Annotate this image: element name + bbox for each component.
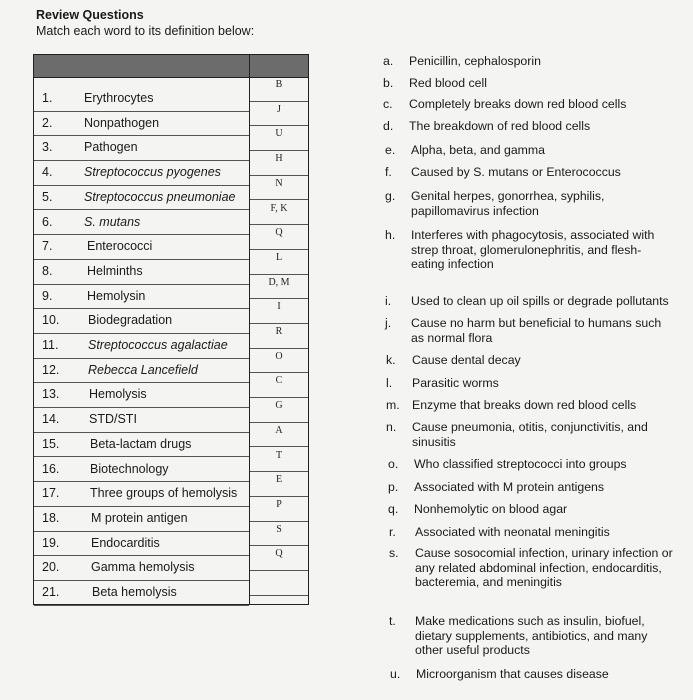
definition-text: Alpha, beta, and gamma	[411, 143, 545, 157]
term-label: Gamma hemolysis	[91, 560, 195, 575]
definition-letter: m.	[386, 398, 400, 412]
answer-cell[interactable]	[250, 546, 308, 571]
table-row	[34, 532, 249, 557]
definition-letter: p.	[388, 480, 399, 494]
definition-text: The breakdown of red blood cells	[409, 119, 591, 133]
term-number: 7.	[42, 239, 53, 254]
answer-text: L	[275, 251, 283, 263]
answer-cell[interactable]	[250, 571, 308, 596]
answer-cell[interactable]	[250, 176, 308, 201]
table-row	[34, 309, 249, 334]
term-label: Streptococcus pneumoniae	[84, 189, 236, 204]
answer-text: B	[275, 79, 283, 90]
term-number: 9.	[42, 288, 53, 303]
definition-letter: h.	[385, 228, 396, 242]
table-row	[34, 87, 249, 112]
definition-text: Used to clean up oil spills or degrade pollutants	[411, 294, 669, 308]
table-row	[34, 186, 249, 211]
term-label: Rebecca Lancefield	[88, 362, 198, 377]
table-row	[34, 161, 249, 186]
term-number: 1.	[42, 91, 53, 105]
definition-letter: e.	[385, 143, 396, 157]
table-row	[34, 359, 249, 384]
definition-letter: g.	[385, 189, 396, 203]
term-label: Enterococci	[87, 239, 153, 254]
table-row	[34, 458, 249, 483]
term-number: 21.	[42, 585, 60, 599]
term-number: 15.	[42, 436, 60, 451]
answer-cell[interactable]	[250, 151, 308, 176]
answer-text: F, K	[270, 202, 288, 214]
page-title: Review Questions	[36, 8, 144, 22]
answer-text: S	[276, 523, 282, 535]
term-label: Beta hemolysis	[92, 585, 177, 599]
table-row	[34, 433, 249, 458]
definition-text: Cause dental decay	[412, 353, 521, 367]
definition-letter: i.	[385, 294, 392, 308]
answer-text: A	[275, 424, 283, 436]
term-label: Hemolysis	[89, 387, 147, 402]
answer-cell[interactable]	[250, 77, 308, 102]
answer-text: N	[275, 177, 283, 189]
definition-letter: a.	[383, 54, 394, 68]
term-label: Hemolysin	[87, 288, 146, 303]
term-number: 11.	[42, 338, 59, 352]
table-row	[34, 383, 249, 408]
definition-letter: b.	[383, 76, 394, 90]
table-header	[34, 55, 308, 78]
term-number: 17.	[42, 486, 60, 501]
definition-letter: q.	[388, 502, 399, 516]
term-label: Helminths	[87, 263, 143, 278]
instructions: Match each word to its definition below:	[36, 24, 255, 38]
table-row	[34, 408, 249, 433]
answer-text: H	[275, 153, 283, 165]
definition-letter: f.	[385, 165, 392, 179]
definition-text: Associated with M protein antigens	[414, 480, 605, 494]
table-row	[34, 136, 249, 161]
table-row	[34, 556, 249, 581]
table-row	[34, 334, 249, 359]
answer-cell[interactable]	[250, 102, 308, 127]
table-row	[34, 285, 249, 310]
definition-text: Cause sosocomial infection, urinary infection or any related abdominal infection, endocarditis, bacteremia, and meningitis	[415, 546, 673, 590]
definition-letter: l.	[386, 376, 393, 390]
table-row	[34, 112, 249, 137]
definition-text: Caused by S. mutans or Enterococcus	[411, 165, 621, 179]
term-number: 2.	[42, 115, 53, 130]
term-number: 16.	[42, 461, 60, 476]
answer-text: U	[275, 128, 283, 140]
term-label: M protein antigen	[91, 510, 188, 525]
definition-text: Make medications such as insulin, biofuel, dietary supplements, antibiotics, and many other useful products	[415, 614, 648, 658]
answer-cell[interactable]	[250, 497, 308, 522]
answer-cell[interactable]	[250, 522, 308, 547]
answer-text: Q	[275, 227, 283, 239]
term-number: 8.	[42, 263, 53, 278]
answer-cell[interactable]	[250, 398, 308, 423]
definition-text: Penicillin, cephalosporin	[409, 54, 541, 68]
answer-text: D, M	[268, 276, 290, 288]
answer-text: Q	[275, 548, 283, 560]
answer-cell[interactable]	[250, 250, 308, 275]
answer-text: E	[275, 474, 283, 486]
answer-text: O	[275, 350, 283, 362]
definition-text: Who classified streptococci into groups	[414, 457, 627, 471]
answer-cell[interactable]	[250, 201, 308, 226]
term-label: Streptococcus agalactiae	[88, 338, 228, 352]
term-number: 4.	[42, 165, 53, 180]
table-row	[34, 507, 249, 532]
term-label: Biodegradation	[88, 313, 173, 328]
definition-letter: u.	[390, 667, 401, 681]
definition-letter: k.	[386, 353, 396, 367]
term-label: Biotechnology	[90, 461, 169, 476]
term-label: Endocarditis	[91, 535, 160, 550]
term-number: 5.	[42, 189, 53, 204]
table-row	[34, 482, 249, 507]
table-row	[34, 235, 249, 260]
definition-letter: o.	[388, 457, 399, 471]
answer-text: J	[277, 103, 281, 115]
definition-text: Interferes with phagocytosis, associated with strep throat, glomerulonephritis, and flesh-eating infection	[411, 228, 655, 272]
term-label: S. mutans	[84, 214, 141, 229]
definition-letter: c.	[383, 97, 393, 111]
answer-text: P	[276, 498, 282, 510]
definition-letter: s.	[389, 546, 399, 560]
definition-text: Associated with neonatal meningitis	[415, 525, 610, 539]
term-number: 10.	[42, 313, 60, 328]
term-number: 6.	[42, 214, 53, 229]
definition-text: Red blood cell	[409, 76, 487, 90]
table-row	[34, 581, 249, 606]
term-number: 12.	[42, 362, 60, 377]
answer-cell[interactable]	[250, 324, 308, 349]
term-label: Streptococcus pyogenes	[84, 165, 221, 180]
definition-text: Completely breaks down red blood cells	[409, 97, 627, 111]
definition-letter: t.	[389, 614, 396, 628]
answer-text: R	[275, 326, 283, 337]
term-label: Erythrocytes	[84, 91, 154, 105]
table-row	[34, 211, 249, 236]
table-row	[34, 260, 249, 285]
term-label: Pathogen	[84, 140, 138, 155]
answer-text: C	[275, 375, 283, 387]
term-label: STD/STI	[89, 412, 137, 427]
definition-letter: j.	[385, 316, 392, 330]
answer-cell[interactable]	[250, 423, 308, 448]
definition-text: Cause pneumonia, otitis, conjunctivitis, and sinusitis	[412, 420, 648, 449]
answer-cell[interactable]	[250, 472, 308, 497]
term-number: 19.	[42, 535, 60, 550]
answer-cell[interactable]	[250, 299, 308, 324]
answer-text: T	[275, 449, 283, 461]
answer-cell[interactable]	[250, 349, 308, 374]
term-number: 14.	[42, 412, 60, 427]
term-number: 13.	[42, 387, 60, 402]
definition-text: Cause no harm but beneficial to humans such as normal flora	[411, 316, 662, 345]
answer-cell[interactable]	[250, 448, 308, 473]
terms-table	[33, 54, 309, 605]
definition-text: Parasitic worms	[412, 376, 499, 390]
definition-letter: d.	[383, 119, 394, 133]
term-label: Three groups of hemolysis	[90, 486, 238, 501]
term-number: 20.	[42, 560, 60, 575]
definition-letter: r.	[389, 525, 396, 539]
term-number: 3.	[42, 140, 53, 155]
term-label: Beta-lactam drugs	[90, 436, 192, 451]
answer-cell[interactable]	[250, 225, 308, 250]
answer-cell[interactable]	[250, 275, 308, 300]
definition-text: Enzyme that breaks down red blood cells	[412, 398, 637, 412]
definition-text: Nonhemolytic on blood agar	[414, 502, 568, 516]
term-label: Nonpathogen	[84, 115, 160, 130]
answer-cell[interactable]	[250, 373, 308, 398]
definition-letter: n.	[386, 420, 397, 434]
answer-text: G	[275, 400, 283, 412]
definition-text: Genital herpes, gonorrhea, syphilis, papillomavirus infection	[411, 189, 605, 218]
answer-cell[interactable]	[250, 126, 308, 151]
answer-text: I	[277, 301, 281, 313]
term-number: 18.	[42, 510, 60, 525]
definition-text: Microorganism that causes disease	[416, 667, 609, 681]
